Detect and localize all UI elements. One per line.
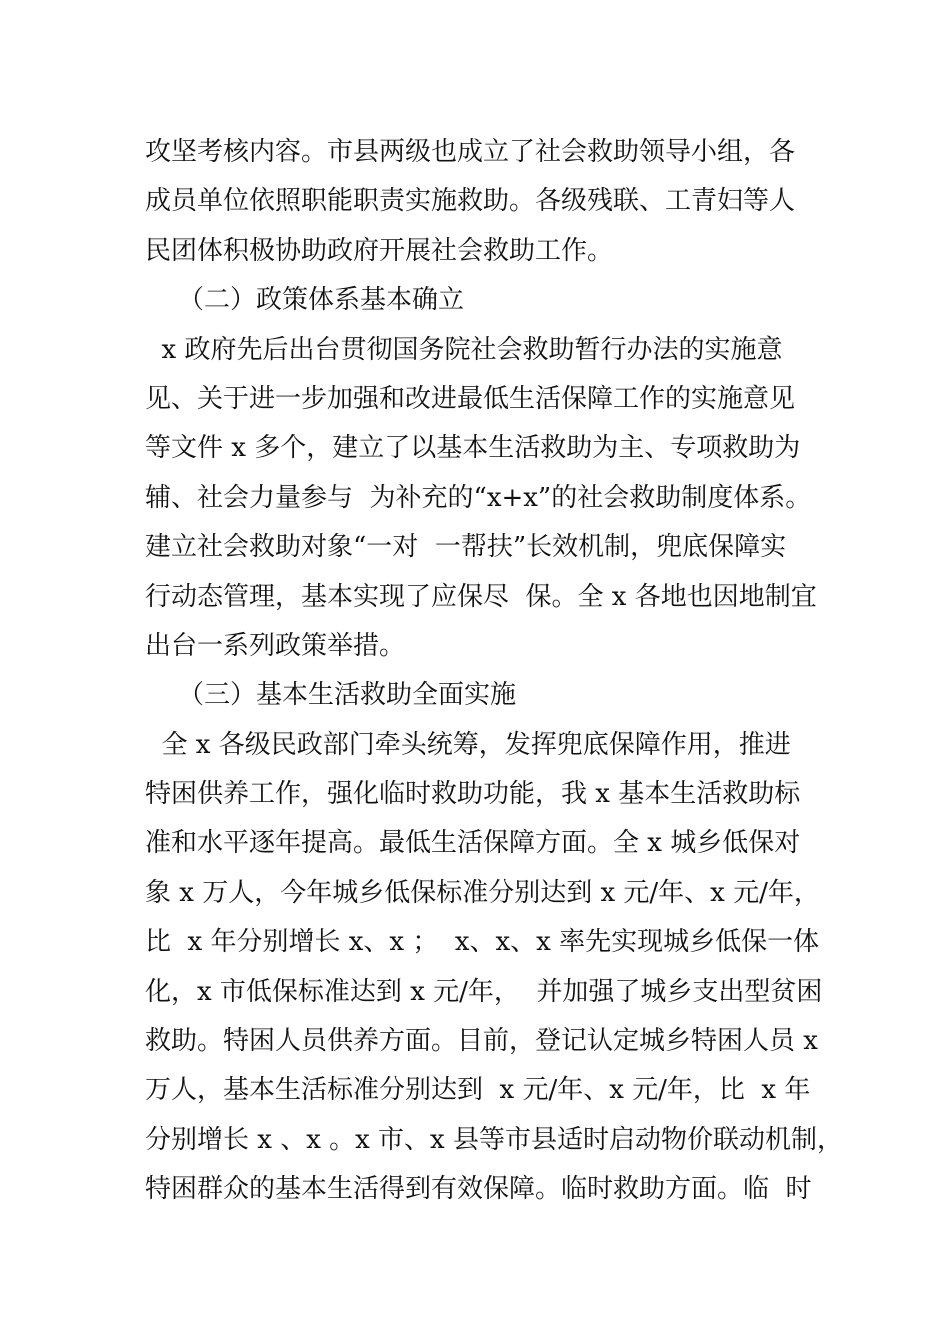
text-line: 象 x 万人，今年城乡低保标准分别达到 x 元/年、x 元/年， [145,877,820,908]
text-line: 民团体积极协助政府开展社会救助工作。 [145,235,614,266]
text-line: 等文件 x 多个，建立了以基本生活救助为主、专项救助为 [145,433,801,464]
text-line: 救助。特困人员供养方面。目前，登记认定城乡特困人员 x [145,1026,818,1057]
text-line: 攻坚考核内容。市县两级也成立了社会救助领导小组，各 [145,137,796,167]
text-line: 辅、社会力量参与 为补充的“x+x”的社会救助制度体系。 [145,482,812,513]
section-heading-3: （三）基本生活救助全面实施 [145,680,517,711]
text-line: 建立社会救助对象“一对 一帮扶”长效机制，兜底保障实 [145,532,787,563]
body-text [145,128,843,1215]
text-line: 出台一系列政策举措。 [145,630,406,661]
text-line: 特困群众的基本生活得到有效保障。临时救助方面。临 时 [145,1174,812,1205]
text-line: 化，x 市低保标准达到 x 元/年， 并加强了城乡支出型贫困 [145,976,823,1007]
text-line: x 政府先后出台贯彻国务院社会救助暂行办法的实施意 [145,334,783,365]
text-line: 全 x 各级民政部门牵头统筹，发挥兜底保障作用，推进 [145,729,791,760]
text-line: 特困供养工作，强化临时救助功能，我 x 基本生活救助标 [145,779,801,810]
text-line: 万人，基本生活标准分别达到 x 元/年、x 元/年，比 x 年 [145,1075,811,1106]
text-line: 准和水平逐年提高。最低生活保障方面。全 x 城乡低保对 [145,828,801,859]
text-line: 行动态管理，基本实现了应保尽 保。全 x 各地也因地制宜 [145,581,817,612]
section-heading-2: （二）政策体系基本确立 [145,285,465,316]
text-line: 成员单位依照职能职责实施救助。各级残联、工青妇等人 [145,186,796,217]
text-line: 见、关于进一步加强和改进最低生活保障工作的实施意见 [145,383,796,414]
text-line: 比 x 年分别增长 x、x ； x、x、x 率先实现城乡低保一体 [145,927,820,958]
text-line: 分别增长 x 、x 。x 市、x 县等市县适时启动物价联动机制， [145,1124,843,1155]
